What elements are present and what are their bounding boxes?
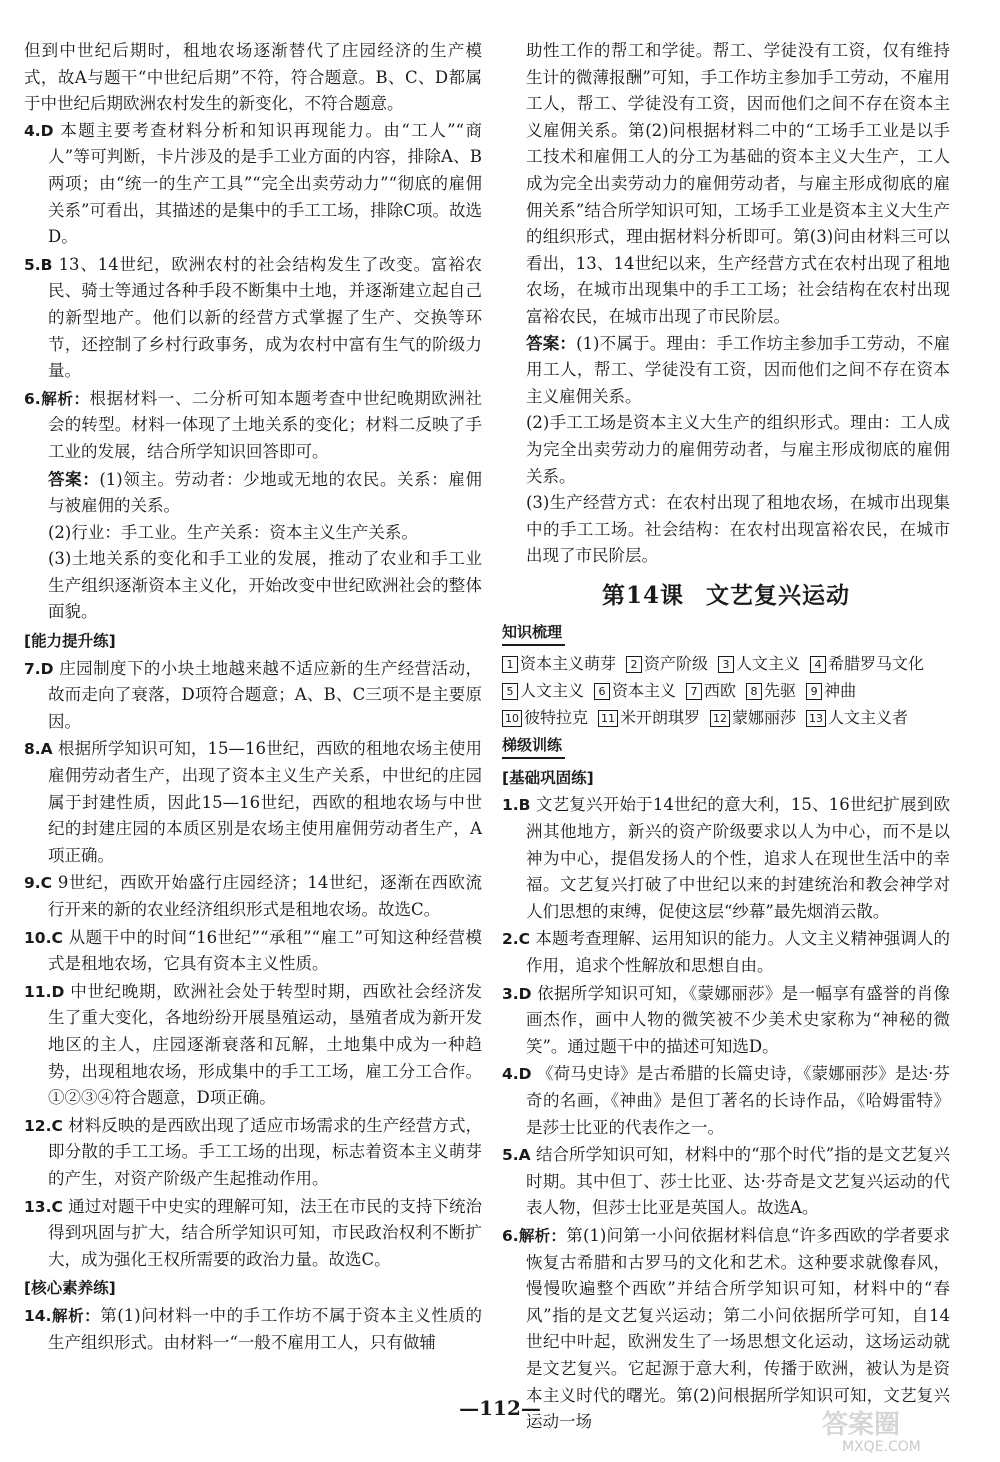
q6-answer-2: (2)行业：手工业。生产关系：资本主义生产关系。 [48, 522, 418, 542]
item-number: 14.解析： [24, 1306, 101, 1325]
knowledge-item [718, 650, 800, 677]
q14-answer-2: (2)手工工场是资本主义大生产的组织形式。理由：工人成为完全出卖劳动力的雇佣劳动者，与雇主形成彻底的雇佣关系。 [526, 413, 950, 486]
knowledge-number-box: 8 [746, 683, 762, 700]
intro-paragraph: 但到中世纪后期时，租地农场逐渐替代了庄园经济的生产模式，故A与题干“中世纪后期”不符，符合题意。B、C、D都属于中世纪后期欧洲农村发生的新变化，不符合题意。 [24, 41, 482, 114]
answer-label: 答案： [526, 333, 577, 353]
item-text: 根据所学知识可知，15—16世纪，西欧的租地农场主使用雇佣劳动者生产，出现了资本主义生产关系，中世纪的庄园属于封建性质，因此15—16世纪，西欧的租地农场与中世纪的封建庄园的本质区别是农场主使用雇佣劳动者生产，A项正确。 [48, 739, 482, 865]
item-number: 5.B [24, 255, 53, 274]
knowledge-item [710, 704, 796, 731]
knowledge-item [810, 650, 924, 677]
knowledge-text: 资本主义萌芽 [520, 653, 617, 673]
section-core: [核心素养练] [24, 1279, 116, 1298]
watermark-big: 答案圈 [822, 1410, 901, 1440]
knowledge-text: 资本主义 [612, 680, 677, 700]
item-text: 结合所学知识可知，材料中的“那个时代”指的是文艺复兴时期。其中但丁、莎士比亚、达·芬奇是文艺复兴运动的代表人物，但莎士比亚是英国人。故选A。 [526, 1145, 950, 1218]
answer-item-r3 [502, 981, 950, 1061]
knowledge-number-box: 4 [810, 656, 826, 673]
lesson-name: 文艺复兴运动 [706, 581, 850, 609]
left-column [24, 38, 482, 1357]
page-number: —112— [459, 1396, 541, 1420]
knowledge-number-box: 13 [806, 710, 826, 727]
item-text: 13、14世纪，欧洲农村的社会结构发生了改变。富裕农民、骑士等通过各种手段不断集中土地，并逐渐建立起自己的新型地产。他们以新的经营方式掌握了生产、交换等环节，还控制了乡村行政事务，成为农村中富有生气的阶级力量。 [48, 254, 483, 381]
section-ability: [能力提升练] [24, 632, 116, 651]
item-number: 4.D [24, 121, 54, 140]
item-text: 9世纪，西欧开始盛行庄园经济；14世纪，逐渐在西欧流行开来的新的农业经济组织形式是租地农场。故选C。 [48, 873, 483, 919]
item-number: 8.A [24, 740, 53, 759]
answer-item-11 [24, 979, 482, 1112]
item-text: 文艺复兴开始于14世纪的意大利，15、16世纪扩展到欧洲其他地方，新兴的资产阶级要求以人为中心，而不是以神为中心，提倡发扬人的个性，追求人在现世生活中的幸福。文艺复兴打破了中世纪以来的封建统治和教会神学对人们思想的束缚，促使这层“纱幕”最先烟消云散。 [526, 795, 950, 921]
q6-answer-3: (3)土地关系的变化和手工业的发展，推动了农业和手工业生产组织逐渐资本主义化，开始改变中世纪欧洲社会的整体面貌。 [48, 549, 482, 622]
knowledge-text: 资产阶级 [644, 653, 709, 673]
item-text: 中世纪晚期，欧洲社会处于转型时期，西欧社会经济发生了重大变化，各地纷纷开展垦殖运动，垦殖者成为新开发地区的主人，庄园逐渐衰落和瓦解，土地集中成为一种趋势，出现租地农场，形成集中的手工工场，雇工分工合作。①②③④符合题意，D项正确。 [48, 981, 483, 1108]
knowledge-number-box: 12 [710, 710, 730, 727]
knowledge-number-box: 6 [594, 683, 610, 700]
q14-answer-3: (3)生产经营方式：在农村出现了租地农场，在城市出现集中的手工工场。社会结构：在农村出现富裕农民，在城市出现了市民阶层。 [526, 493, 950, 566]
training-heading: 梯级训练 [502, 733, 565, 759]
knowledge-item [626, 650, 708, 677]
knowledge-number-box: 1 [502, 656, 518, 673]
answer-item-10 [24, 925, 482, 978]
answer-item-5 [24, 252, 482, 385]
answer-text: (1)不属于。理由：手工作坊主参加手工劳动，不雇用工人，帮工、学徒没有工资，因而他们之间不存在资本主义雇佣关系。 [526, 333, 950, 406]
answer-item-6 [24, 386, 482, 466]
item-text: 庄园制度下的小块土地越来越不适应新的生产经营活动，故而走向了衰落，D项符合题意；A、B、C三项不是主要原因。 [48, 658, 483, 731]
knowledge-text: 先驱 [764, 680, 797, 700]
knowledge-text: 人文主义者 [828, 707, 909, 727]
item-text: 根据材料一、二分析可知本题考查中世纪晚期欧洲社会的转型。材料一体现了土地关系的变化；材料二反映了手工业的发展，结合所学知识回答即可。 [48, 388, 482, 461]
knowledge-text: 西欧 [704, 680, 737, 700]
knowledge-list [502, 650, 950, 731]
item-number: 6.解析： [24, 389, 90, 408]
answer-item-12 [24, 1113, 482, 1193]
item-number: 9.C [24, 874, 53, 893]
item-text: 《荷马史诗》是古希腊的长篇史诗，《蒙娜丽莎》是达·芬奇的名画，《神曲》是但丁著名的长诗作品，《哈姆雷特》是莎士比亚的代表作之一。 [526, 1064, 950, 1137]
knowledge-item [502, 677, 584, 704]
knowledge-item [746, 677, 796, 704]
knowledge-text: 人文主义 [736, 653, 801, 673]
knowledge-item [598, 704, 700, 731]
item-text: 本题主要考查材料分析和知识再现能力。由“工人”“商人”等可判断，卡片涉及的是手工业方面的内容，排除A、B两项；由“统一的生产工具”“完全出卖劳动力”“彻底的雇佣关系”可看出，其描述的是集中的手工工场，排除C项。故选D。 [48, 120, 482, 247]
knowledge-text: 希腊罗马文化 [828, 653, 925, 673]
section-basic: [基础巩固练] [502, 768, 594, 787]
knowledge-text: 神曲 [824, 680, 857, 700]
watermark-logo [782, 1405, 982, 1455]
item-text: 第(1)问材料一中的手工作坊不属于资本主义性质的生产组织形式。由材料一“一般不雇用工人，只有做辅 [48, 1305, 482, 1352]
item-number: 11.D [24, 982, 65, 1001]
answer-item-r2 [502, 926, 950, 979]
knowledge-number-box: 9 [806, 683, 822, 700]
knowledge-number-box: 11 [598, 710, 618, 727]
item-number: 10.C [24, 928, 63, 947]
knowledge-item [502, 650, 616, 677]
item-number: 3.D [502, 984, 532, 1003]
answer-item-8 [24, 736, 482, 869]
q6-answer-1 [24, 467, 482, 520]
answer-item-9 [24, 870, 482, 923]
item-number: 5.A [502, 1146, 531, 1165]
knowledge-text: 人文主义 [520, 680, 585, 700]
knowledge-number-box: 5 [502, 683, 518, 700]
knowledge-item [686, 677, 736, 704]
item-number: 4.D [502, 1065, 532, 1084]
item-text: 依据所学知识可知，《蒙娜丽莎》是一幅享有盛誉的肖像画杰作，画中人物的微笑被不少美术史家称为“神秘的微笑”。通过题干中的描述可知选D。 [526, 983, 951, 1056]
knowledge-text: 彼特拉克 [524, 707, 589, 727]
knowledge-number-box: 3 [718, 656, 734, 673]
knowledge-number-box: 7 [686, 683, 702, 700]
knowledge-number-box: 10 [502, 710, 522, 727]
item-number: 7.D [24, 659, 54, 678]
knowledge-item [806, 704, 908, 731]
watermark-small: MXQE.COM [842, 1439, 921, 1455]
answer-item-14 [24, 1303, 482, 1356]
knowledge-heading: 知识梳理 [502, 620, 565, 646]
item-number: 12.C [24, 1116, 63, 1135]
answer-item-13 [24, 1194, 482, 1274]
item-text: 材料反映的是西欧出现了适应市场需求的生产经营方式，即分散的手工工场。手工工场的出现，标志着资本主义萌芽的产生，对资产阶级产生起推动作用。 [48, 1115, 483, 1188]
item-text: 通过对题干中史实的理解可知，法王在市民的支持下统治得到巩固与扩大，结合所学知识可知，市民政治权利不断扩大，成为强化王权所需要的政治力量。故选C。 [48, 1196, 483, 1269]
answer-item-4 [24, 118, 482, 251]
knowledge-text: 米开朗琪罗 [620, 707, 701, 727]
item-number: 6.解析： [502, 1226, 567, 1245]
item-number: 13.C [24, 1197, 63, 1216]
answer-text: (1)领主。劳动者：少地或无地的农民。关系：雇佣与被雇佣的关系。 [48, 469, 482, 516]
q14-continuation: 助性工作的帮工和学徒。帮工、学徒没有工资，仅有维持生计的微薄报酬”可知，手工作坊主参加手工劳动，不雇用工人，帮工、学徒没有工资，因而他们之间不存在资本主义雇佣关系。第(2)问根据材料二中的“工场手工业是以手工技术和雇佣工人的分工为基础的资本主义大生产，工人成为完全出卖劳动力的雇佣劳动者，与雇主形成彻底的雇佣关系”结合所学知识可知，工场手工业是资本主义大生产的组织形式，理由据材料分析即可。第(3)问由材料三可以看出，13、14世纪以来，生产经营方式在农村出现了租地农场，在城市出现集中的手工工场；社会结构在农村出现富裕农民，在城市出现了市民阶层。 [526, 41, 950, 326]
answer-item-r4 [502, 1061, 950, 1141]
answer-item-7 [24, 656, 482, 736]
right-column [502, 38, 950, 1437]
knowledge-text: 蒙娜丽莎 [732, 707, 797, 727]
item-number: 1.B [502, 796, 531, 815]
answer-label: 答案： [48, 469, 100, 489]
item-text: 第(1)问第一小问依据材料信息“许多西欧的学者要求恢复古希腊和古罗马的文化和艺术。这种要求就像春风，慢慢吹遍整个西欧”并结合所学知识可知，材料中的“春风”指的是文艺复兴运动；第二小问依据所学可知，自14世纪中叶起，欧洲发生了一场思想文化运动，这场运动就是文艺复兴。它起源于意大利，传播于欧洲，被认为是资本主义时代的曙光。第(2)问根据所学知识可知，文艺复兴运动一场 [526, 1225, 950, 1432]
item-text: 从题干中的时间“16世纪”“承租”“雇工”可知这种经营模式是租地农场，它具有资本主义性质。 [48, 927, 483, 974]
lesson-number: 第14课 [601, 581, 684, 609]
item-text: 本题考查理解、运用知识的能力。人文主义精神强调人的作用，追求个性解放和思想自由。 [526, 929, 951, 976]
answer-item-r1 [502, 792, 950, 925]
item-number: 2.C [502, 930, 531, 949]
answer-item-r5 [502, 1142, 950, 1222]
knowledge-number-box: 2 [626, 656, 642, 673]
knowledge-item [502, 704, 588, 731]
knowledge-item [594, 677, 676, 704]
q14-answer-1 [502, 331, 950, 411]
knowledge-item [806, 677, 856, 704]
lesson-title [502, 578, 950, 614]
